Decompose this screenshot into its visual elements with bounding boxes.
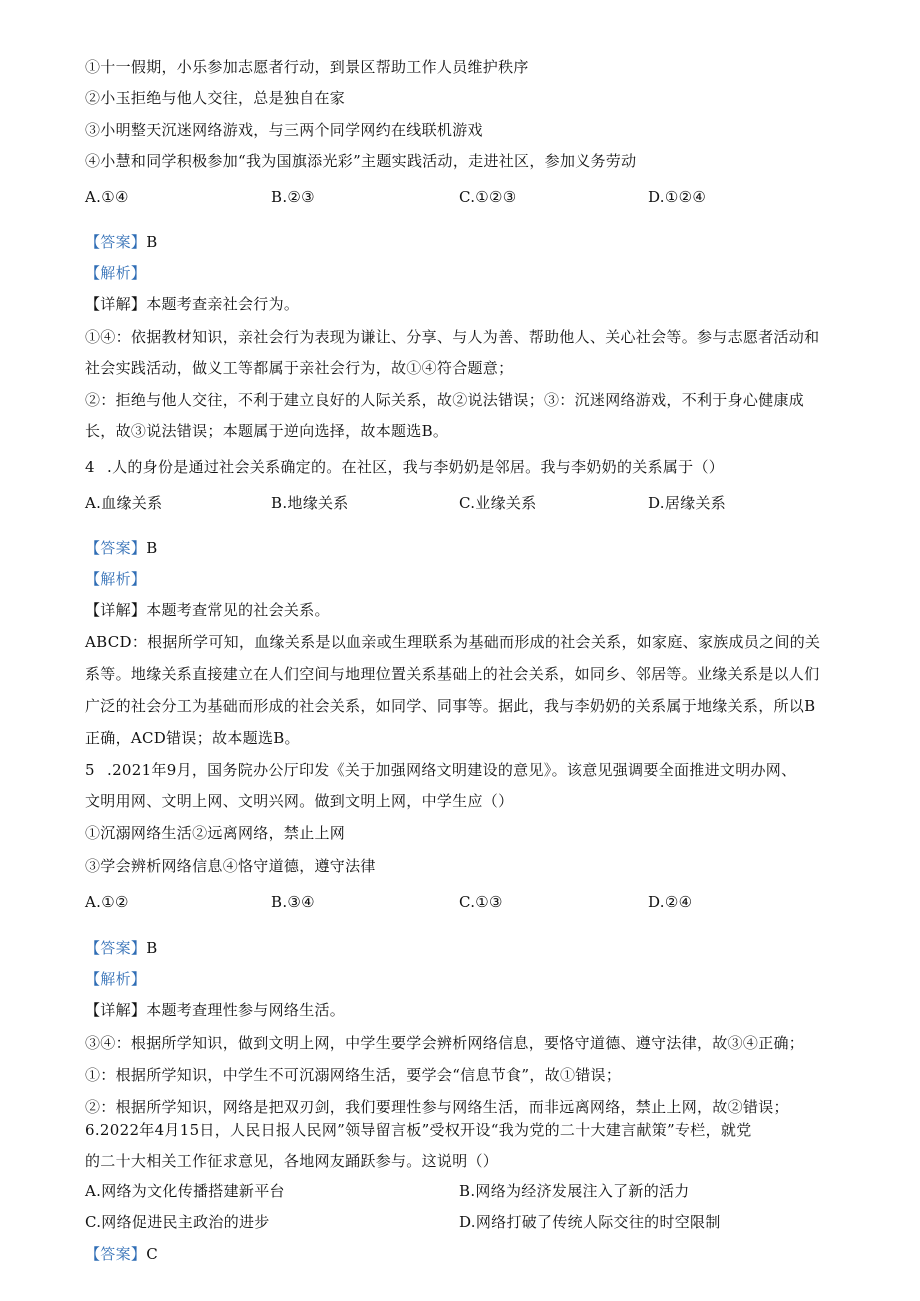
- q5-detail: [85, 1000, 345, 1020]
- q5-statements-1: ①沉溺网络生活②远离网络，禁止上网: [85, 824, 346, 842]
- answer-value: B: [146, 539, 158, 557]
- q4-explanation-line: 正确，ACD错误；故本题选B。: [85, 729, 300, 747]
- answer-label: 【答案】: [85, 1245, 147, 1263]
- q4-analysis-label: 【解析】: [85, 570, 147, 588]
- q3-analysis-label: 【解析】: [85, 264, 147, 282]
- question-text: .人的身份是通过社会关系确定的。在社区，我与李奶奶是邻居。我与李奶奶的关系属于（）: [107, 458, 725, 476]
- q3-detail: [85, 294, 299, 314]
- detail-text: 本题考查亲社会行为。: [146, 295, 300, 313]
- q3-explanation-line: 长，故③说法错误；本题属于逆向选择，故本题选B。: [85, 422, 449, 440]
- q5-stem-line-2: 文明用网、文明上网、文明兴网。做到文明上网，中学生应（）: [85, 792, 514, 810]
- q3-option-d: D.①②④: [648, 188, 707, 206]
- q4-answer: [85, 538, 158, 558]
- detail-label: 【详解】: [85, 1001, 147, 1019]
- q5-explanation-line: ②：根据所学知识，网络是把双刃剑，我们要理性参与网络生活，而非远离网络，禁止上网，故②错误；: [85, 1098, 789, 1116]
- answer-label: 【答案】: [85, 233, 147, 251]
- q5-option-a: A.①②: [85, 893, 129, 911]
- q3-option-b: B.②③: [271, 188, 315, 206]
- q4-stem: [85, 457, 724, 477]
- answer-value: C: [146, 1245, 158, 1263]
- q4-option-d: D.居缘关系: [648, 494, 727, 512]
- q5-statements-2: ③学会辨析网络信息④恪守道德，遵守法律: [85, 857, 376, 875]
- q5-answer: [85, 938, 158, 958]
- q3-statement-2: ②小玉拒绝与他人交往，总是独自在家: [85, 89, 346, 107]
- q5-explanation-line: ①：根据所学知识，中学生不可沉溺网络生活，要学会“信息节食”，故①错误；: [85, 1066, 622, 1084]
- q6-option-c: C.网络促进民主政治的进步: [85, 1213, 270, 1231]
- q4-explanation-line: 广泛的社会分工为基础而形成的社会关系，如同学、同事等。据此，我与李奶奶的关系属于地缘关系，所以B: [85, 697, 816, 715]
- question-number: 4: [85, 458, 95, 476]
- q3-explanation-line: ①④：依据教材知识，亲社会行为表现为谦让、分享、与人为善、帮助他人、关心社会等。参与志愿者活动和: [85, 328, 820, 346]
- q5-option-c: C.①③: [459, 893, 503, 911]
- detail-label: 【详解】: [85, 295, 147, 313]
- q5-analysis-label: 【解析】: [85, 970, 147, 988]
- q3-answer: [85, 232, 158, 252]
- q3-explanation-line: ②：拒绝与他人交往，不利于建立良好的人际关系，故②说法错误；③：沉迷网络游戏，不利于身心健康成: [85, 391, 805, 409]
- q3-statement-1: ①十一假期，小乐参加志愿者行动，到景区帮助工作人员维护秩序: [85, 58, 529, 76]
- q3-option-a: A.①④: [85, 188, 129, 206]
- answer-value: B: [146, 939, 158, 957]
- q3-option-c: C.①②③: [459, 188, 517, 206]
- q3-explanation-line: 社会实践活动，做义工等都属于亲社会行为，故①④符合题意；: [85, 359, 514, 377]
- q6-stem: 6.2022年4月15日，人民日报人民网”领导留言板”受权开设“我为党的二十大建言献策”专栏，就党: [85, 1121, 752, 1139]
- q5-option-b: B.③④: [271, 893, 315, 911]
- detail-label: 【详解】: [85, 601, 147, 619]
- q6-answer: [85, 1244, 158, 1264]
- q3-statement-4: ④小慧和同学积极参加“我为国旗添光彩”主题实践活动，走进社区，参加义务劳动: [85, 152, 637, 170]
- q3-statement-3: ③小明整天沉迷网络游戏，与三两个同学网约在线联机游戏: [85, 121, 483, 139]
- q5-stem: [85, 760, 796, 780]
- q4-option-c: C.业缘关系: [459, 494, 537, 512]
- detail-text: 本题考查理性参与网络生活。: [146, 1001, 346, 1019]
- q4-explanation-line: ABCD：根据所学可知，血缘关系是以血亲或生理联系为基础而形成的社会关系，如家庭、家族成员之间的关: [85, 633, 821, 651]
- q6-stem-line-2: 的二十大相关工作征求意见，各地网友踊跃参与。这说明（）: [85, 1152, 499, 1170]
- q4-option-a: A.血缘关系: [85, 494, 163, 512]
- answer-label: 【答案】: [85, 939, 147, 957]
- question-number: 5: [85, 761, 95, 779]
- q4-detail: [85, 600, 330, 620]
- answer-label: 【答案】: [85, 539, 147, 557]
- q6-option-a: A.网络为文化传播搭建新平台: [85, 1182, 285, 1200]
- q4-explanation-line: 系等。地缘关系直接建立在人们空间与地理位置关系基础上的社会关系，如同乡、邻居等。业缘关系是以人们: [85, 665, 820, 683]
- q5-option-d: D.②④: [648, 893, 693, 911]
- answer-value: B: [146, 233, 158, 251]
- detail-text: 本题考查常见的社会关系。: [146, 601, 330, 619]
- q4-option-b: B.地缘关系: [271, 494, 349, 512]
- question-text: .2021年9月，国务院办公厅印发《关于加强网络文明建设的意见》。该意见强调要全面推进文明办网、: [107, 761, 797, 779]
- q6-option-d: D.网络打破了传统人际交往的时空限制: [459, 1213, 721, 1231]
- q5-explanation-line: ③④：根据所学知识，做到文明上网，中学生要学会辨析网络信息，要恪守道德、遵守法律，故③④正确；: [85, 1034, 805, 1052]
- q6-option-b: B.网络为经济发展注入了新的活力: [459, 1182, 690, 1200]
